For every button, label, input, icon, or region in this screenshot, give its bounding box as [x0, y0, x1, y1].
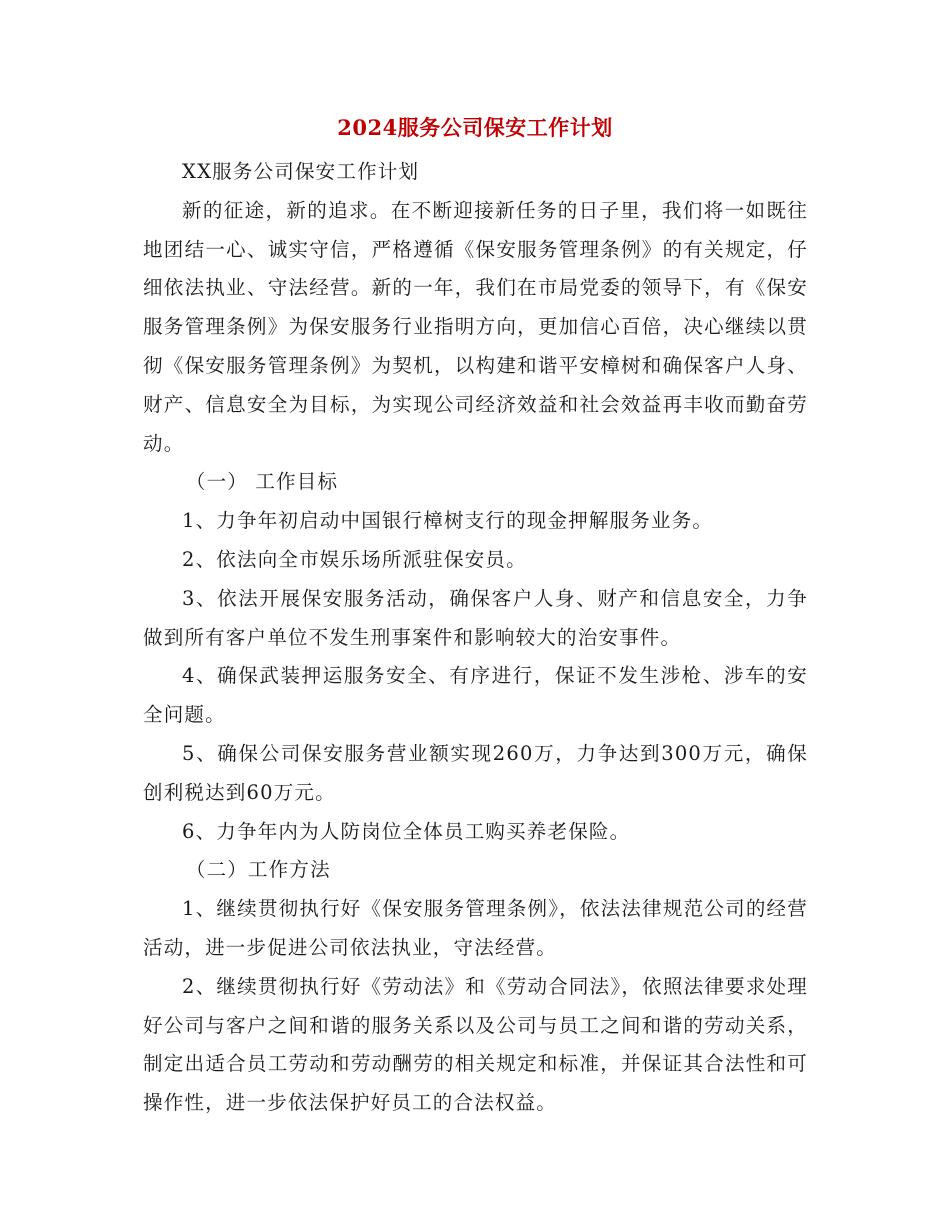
- document-body: [143, 153, 808, 1123]
- goal-item-2: 2、依法向全市娱乐场所派驻保安员。: [182, 547, 527, 571]
- goal-item-5: 5、确保公司保安服务营业额实现260万，力争达到300万元，确保创利税达到60万元。: [143, 741, 808, 804]
- method-item-1: 1、继续贯彻执行好《保安服务管理条例》，依法法律规范公司的经营活动，进一步促进公司依法执业，守法经营。: [143, 897, 808, 959]
- goal-item-3: 3、依法开展保安服务活动，确保客户人身、财产和信息安全，力争做到所有客户单位不发生刑事案件和影响较大的治安事件。: [143, 586, 808, 649]
- goal-item-4: 4、确保武装押运服务安全、有序进行，保证不发生涉枪、涉车的安全问题。: [143, 664, 808, 727]
- paragraph-intro: 新的征途，新的追求。在不断迎接新任务的日子里，我们将一如既往地团结一心、诚实守信，严格遵循《保安服务管理条例》的有关规定，仔细依法执业、守法经营。新的一年，我们在市局党委的领导下，有《保安服务管理条例》为保安服务行业指明方向，更加信心百倍，决心继续以贯彻《保安服务管理条例》为契机，以构建和谐平安樟树和确保客户人身、财产、信息安全为目标，为实现公司经济效益和社会效益再丰收而勤奋劳动。: [143, 198, 808, 455]
- goal-item-6: 6、力争年内为人防岗位全体员工购买养老保险。: [182, 819, 631, 843]
- section-heading-methods: （二）工作方法: [185, 858, 331, 882]
- goal-item-1: 1、力争年初启动中国银行樟树支行的现金押解服务业务。: [182, 509, 714, 533]
- paragraph-plan-name: XX服务公司保安工作计划: [182, 160, 420, 183]
- section-heading-goals: （一） 工作目标: [185, 470, 339, 494]
- method-item-2: 2、继续贯彻执行好《劳动法》和《劳动合同法》，依照法律要求处理好公司与客户之间和谐的服务关系以及公司与员工之间和谐的劳动关系，制定出适合员工劳动和劳动酬劳的相关规定和标准，并保证其合法性和可操作性，进一步依法保护好员工的合法权益。: [143, 974, 808, 1115]
- document-title: 2024服务公司保安工作计划: [337, 115, 613, 140]
